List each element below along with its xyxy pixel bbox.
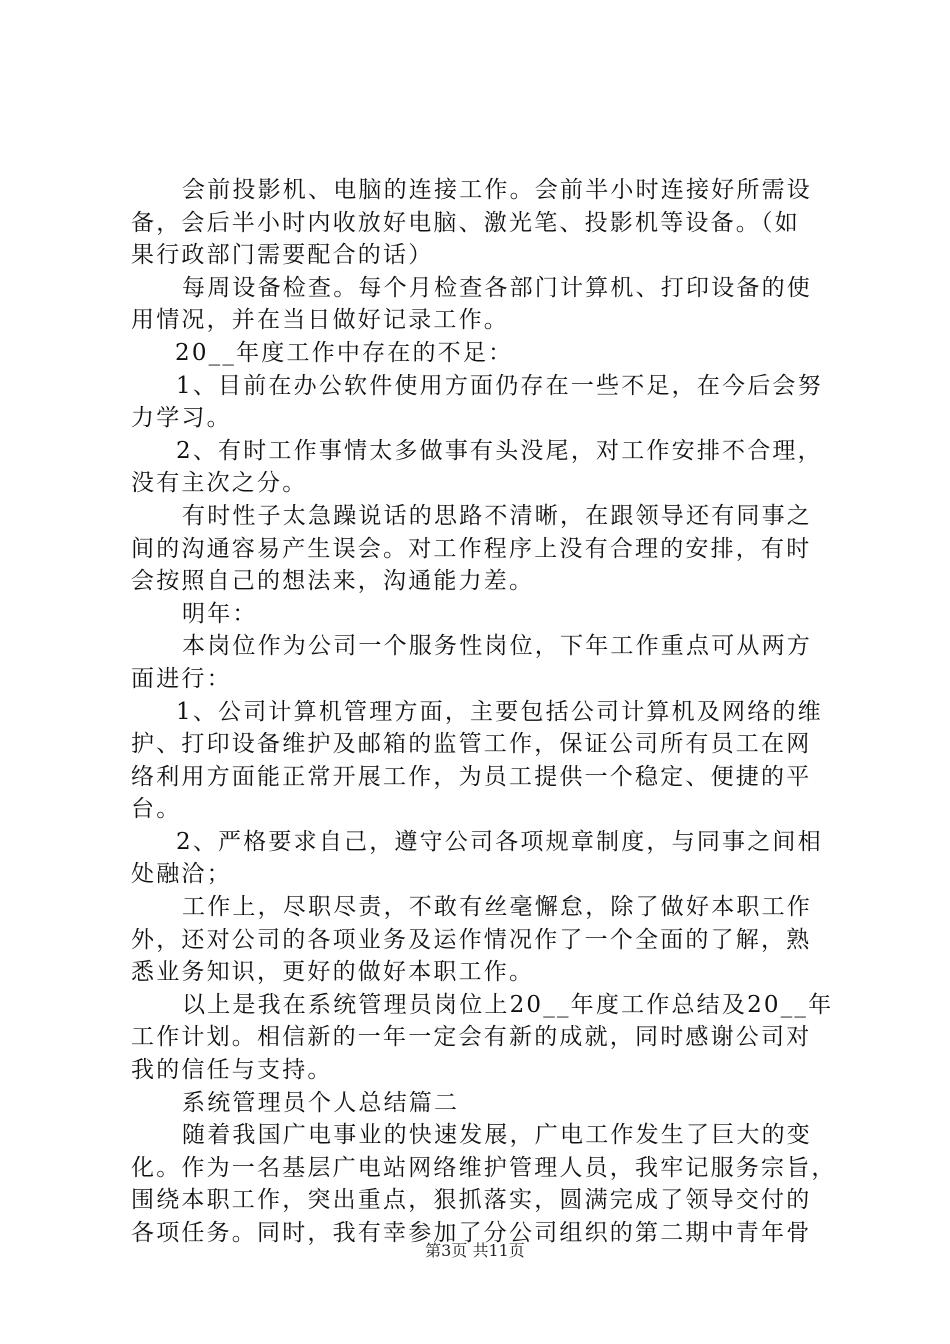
paragraph-line: 果行政部门需要配合的话） (131, 242, 434, 269)
paragraph-line: 会按照自己的想法来，沟通能力差。 (131, 568, 535, 595)
paragraph-line: 台。 (131, 796, 182, 823)
page-number: 第3页 共11页 (425, 1241, 525, 1260)
section-heading: 明年： (182, 600, 258, 627)
page-footer (0, 1240, 950, 1262)
paragraph-line: 护、打印设备维护及邮箱的监管工作，保证公司所有员工在网 (131, 731, 812, 758)
section-title: 系统管理员个人总结篇二 (182, 1089, 460, 1116)
list-item: 1、公司计算机管理方面，主要包括公司计算机及网络的维 (176, 698, 823, 725)
paragraph-line: 间的沟通容易产生误会。对工作程序上没有合理的安排，有时 (131, 535, 812, 562)
paragraph-line: 络利用方面能正常开展工作，为员工提供一个稳定、便捷的平 (131, 763, 812, 790)
paragraph-line: 每周设备检查。每个月检查各部门计算机、打印设备的使 (182, 274, 812, 301)
paragraph-line: 外，还对公司的各项业务及运作情况作了一个全面的了解，熟 (131, 926, 812, 953)
paragraph-line: 化。作为一名基层广电站网络维护管理人员，我牢记服务宗旨， (131, 1154, 837, 1181)
paragraph-line: 备，会后半小时内收放好电脑、激光笔、投影机等设备。（如 (131, 209, 800, 236)
paragraph-line: 工作上，尽职尽责，不敢有丝毫懈怠，除了做好本职工作 (182, 894, 812, 921)
paragraph-line: 我的信任与支持。 (131, 1057, 333, 1084)
paragraph-line: 随着我国广电事业的快速发展，广电工作发生了巨大的变 (182, 1122, 812, 1149)
paragraph-line: 没有主次之分。 (131, 470, 308, 497)
paragraph-line: 以上是我在系统管理员岗位上20__年度工作总结及20__年 (182, 991, 834, 1018)
paragraph-line: 悉业务知识，更好的做好本职工作。 (131, 959, 535, 986)
paragraph-line: 会前投影机、电脑的连接工作。会前半小时连接好所需设 (182, 177, 812, 203)
list-item: 1、目前在办公软件使用方面仍存在一些不足，在今后会努 (176, 372, 823, 399)
document-body (131, 174, 837, 1250)
list-item: 2、严格要求自己，遵守公司各项规章制度，与同事之间相 (176, 828, 823, 855)
section-heading: 20__年度工作中存在的不足： (175, 339, 514, 366)
paragraph-line: 围绕本职工作，突出重点，狠抓落实，圆满完成了领导交付的 (131, 1187, 812, 1214)
paragraph-line: 力学习。 (131, 405, 232, 432)
list-item: 2、有时工作事情太多做事有头没尾，对工作安排不合理， (176, 437, 823, 464)
paragraph-line: 有时性子太急躁说话的思路不清晰，在跟领导还有同事之 (182, 502, 812, 529)
paragraph-line: 工作计划。相信新的一年一定会有新的成就，同时感谢公司对 (131, 1024, 812, 1051)
paragraph-line: 面进行： (131, 665, 232, 692)
paragraph-line: 处融洽； (131, 861, 232, 888)
paragraph-line: 用情况，并在当日做好记录工作。 (131, 307, 509, 334)
paragraph-line: 各项任务。同时，我有幸参加了分公司组织的第二期中青年骨 (131, 1220, 812, 1246)
paragraph-line: 本岗位作为公司一个服务性岗位，下年工作重点可从两方 (182, 633, 812, 660)
